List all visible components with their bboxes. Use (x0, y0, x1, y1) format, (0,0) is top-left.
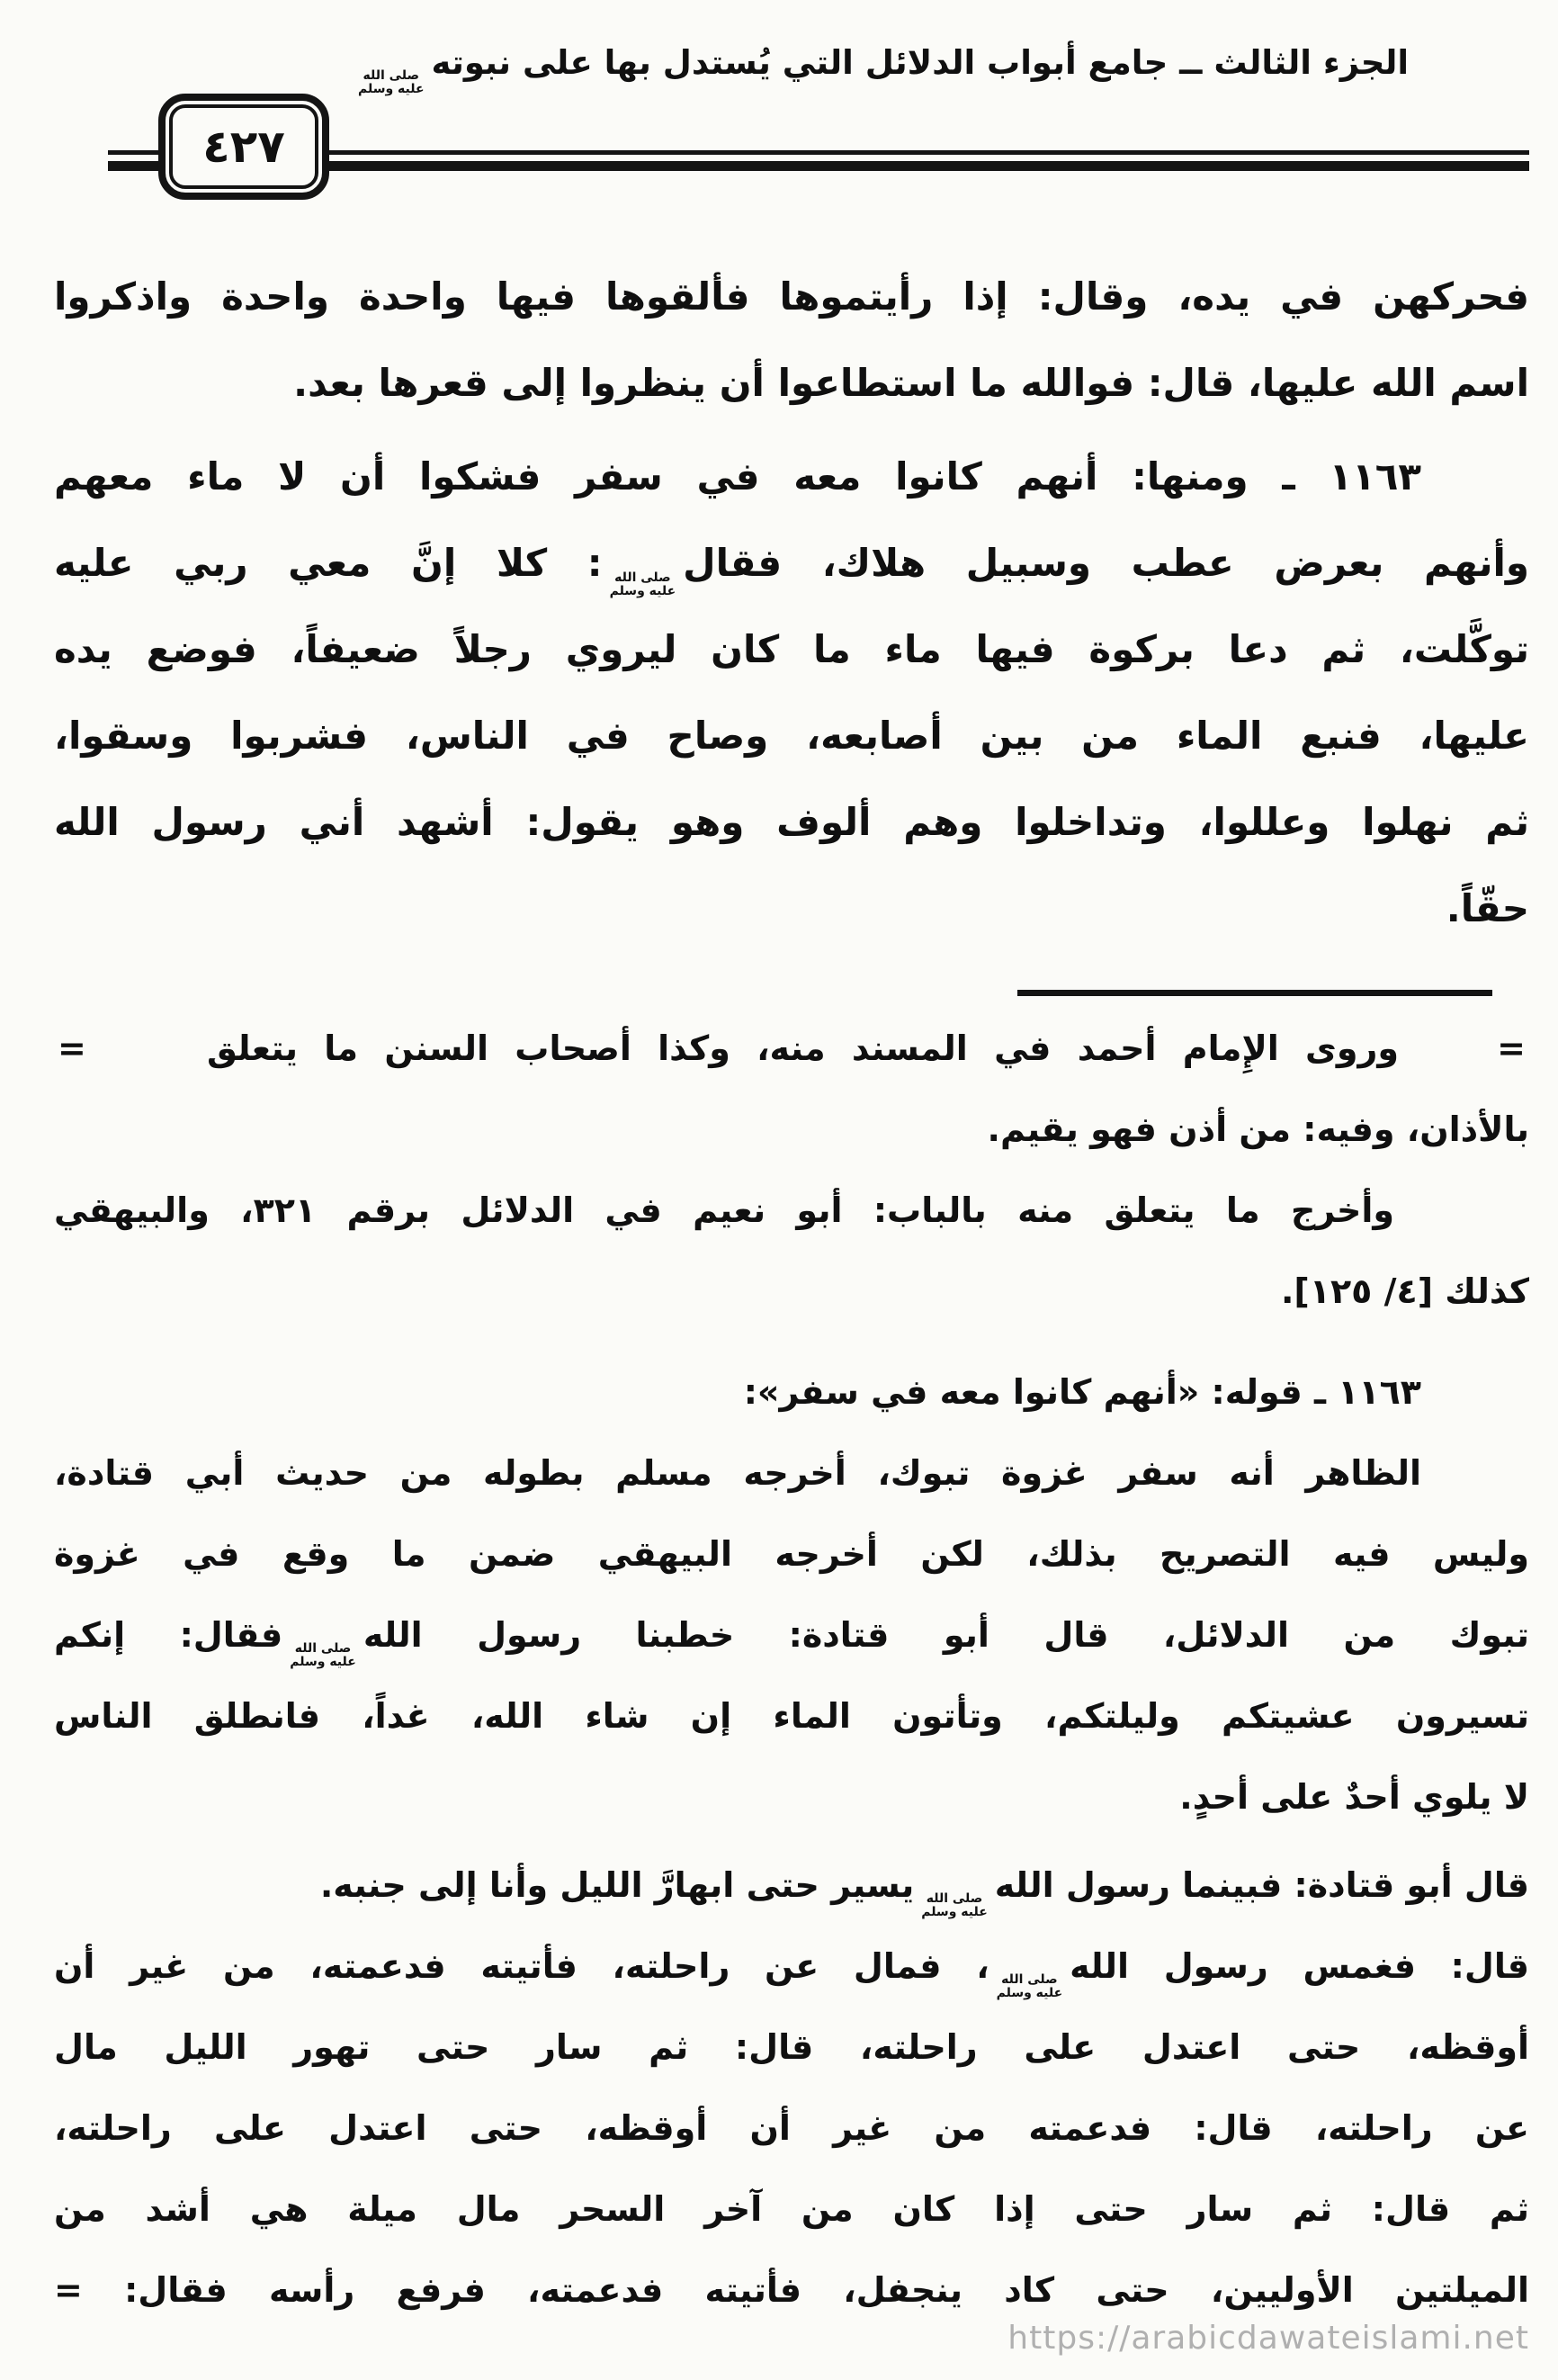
footnote-line: ثم قال: ثم سار حتى إذا كان من آخر السحر مال ميلة هي أشد من (54, 2189, 1529, 2229)
continuation-mark-right: = (1497, 1028, 1526, 1068)
body-line: توكَّلت، ثم دعا بركوة فيها ماء ما كان ليروي رجلاً ضعيفاً، فوضع يده (54, 627, 1529, 671)
continuation-mark-end: = (54, 2270, 83, 2310)
footnote-heading: ١١٦٣ ـ قوله: «أنهم كانوا معه في سفر»: (743, 1372, 1421, 1412)
body-line: عليها، فنبع الماء من بين أصابعه، وصاح في الناس، فشربوا وسقوا، (54, 714, 1529, 758)
footnote-line: وأخرج ما يتعلق منه بالباب: أبو نعيم في الدلائل برقم ٣٢١، والبيهقي (54, 1190, 1395, 1230)
footnote-line: تسيرون عشيتكم وليلتكم، وتأتون الماء إن شاء الله، غداً، فانطلق الناس (54, 1696, 1529, 1736)
footnote-line: تبوك من الدلائل، قال أبو قتادة: خطبنا رسول الله صلى الله عليه وسلم فقال: إنكم (54, 1615, 1530, 1669)
footnote-line: قال: فغمس رسول الله صلى الله عليه وسلم ، فمال عن راحلته، فأتيته فدعمته، من غير أن (54, 1946, 1529, 2000)
pbuh-symbol-icon: صلى الله عليه وسلم (358, 68, 425, 96)
pbuh-symbol-icon: صلى الله عليه وسلم (921, 1891, 988, 1919)
footnote-line: لا يلوي أحدٌ على أحدٍ. (1179, 1777, 1529, 1817)
footnote-line: بالأذان، وفيه: من أذن فهو يقيم. (987, 1109, 1529, 1149)
footnote-line: الظاهر أنه سفر غزوة تبوك، أخرجه مسلم بطوله من حديث أبي قتادة، (54, 1453, 1421, 1493)
footnote-line: أوقظه، حتى اعتدل على راحلته، قال: ثم سار حتى تهور الليل مال (54, 2027, 1529, 2067)
footnote-separator (1017, 990, 1492, 996)
footnote-line: = وروى الإِمام أحمد في المسند منه، وكذا أصحاب السنن ما يتعلق = (54, 1008, 1529, 1089)
pbuh-symbol-icon: صلى الله عليه وسلم (996, 1972, 1063, 2000)
footnote-line: كذلك [٤/ ١٢٥]. (1280, 1271, 1529, 1311)
body-line: فحركهن في يده، وقال: إذا رأيتموها فألقوها فيها واحدة واحدة واذكروا (54, 274, 1529, 319)
continuation-mark-left: = (58, 1028, 86, 1068)
header-title-text: الجزء الثالث ــ جامع أبواب الدلائل التي يُستدل بها على نبوته (431, 43, 1410, 82)
body-line: ثم نهلوا وعللوا، وتداخلوا وهم ألوف وهو يقول: أشهد أني رسول الله (54, 800, 1529, 844)
pbuh-symbol-icon: صلى الله عليه وسلم (290, 1641, 356, 1669)
footnote-line: عن راحلته، قال: فدعمته من غير أن أوقظه، حتى اعتدل على راحلته، (54, 2108, 1529, 2148)
page-number-box (158, 94, 329, 200)
watermark-url: https://arabicdawateislami.net (1007, 2320, 1529, 2357)
footnote-line: قال أبو قتادة: فبينما رسول الله صلى الله عليه وسلم يسير حتى ابهارَّ الليل وأنا إلى جنبه. (319, 1865, 1529, 1919)
body-text (54, 254, 1529, 952)
footnote-line: الميلتين الأوليين، حتى كاد ينجفل، فأتيته فدعمته، فرفع رأسه فقال: = (54, 2270, 1529, 2310)
footnote-block (54, 1008, 1529, 2331)
pbuh-symbol-icon: صلى الله عليه وسلم (609, 570, 676, 598)
footnote-line: وليس فيه التصريح بذلك، لكن أخرجه البيهقي ضمن ما وقع في غزوة (54, 1534, 1529, 1574)
body-line: ١١٦٣ ـ ومنها: أنهم كانوا معه في سفر فشكوا أن لا ماء معهم (54, 454, 1421, 498)
body-line: حقّاً. (1446, 886, 1529, 930)
page-header-title (351, 43, 1489, 96)
body-line: اسم الله عليها، قال: فوالله ما استطاعوا أن ينظروا إلى قعرها بعد. (293, 361, 1529, 405)
page-number: ٤٢٧ (169, 104, 318, 189)
page-content (54, 0, 1529, 2380)
body-line: وأنهم بعرض عطب وسبيل هلاك، فقال صلى الله عليه وسلم : كلا إنَّ معي ربي عليه (54, 541, 1529, 598)
